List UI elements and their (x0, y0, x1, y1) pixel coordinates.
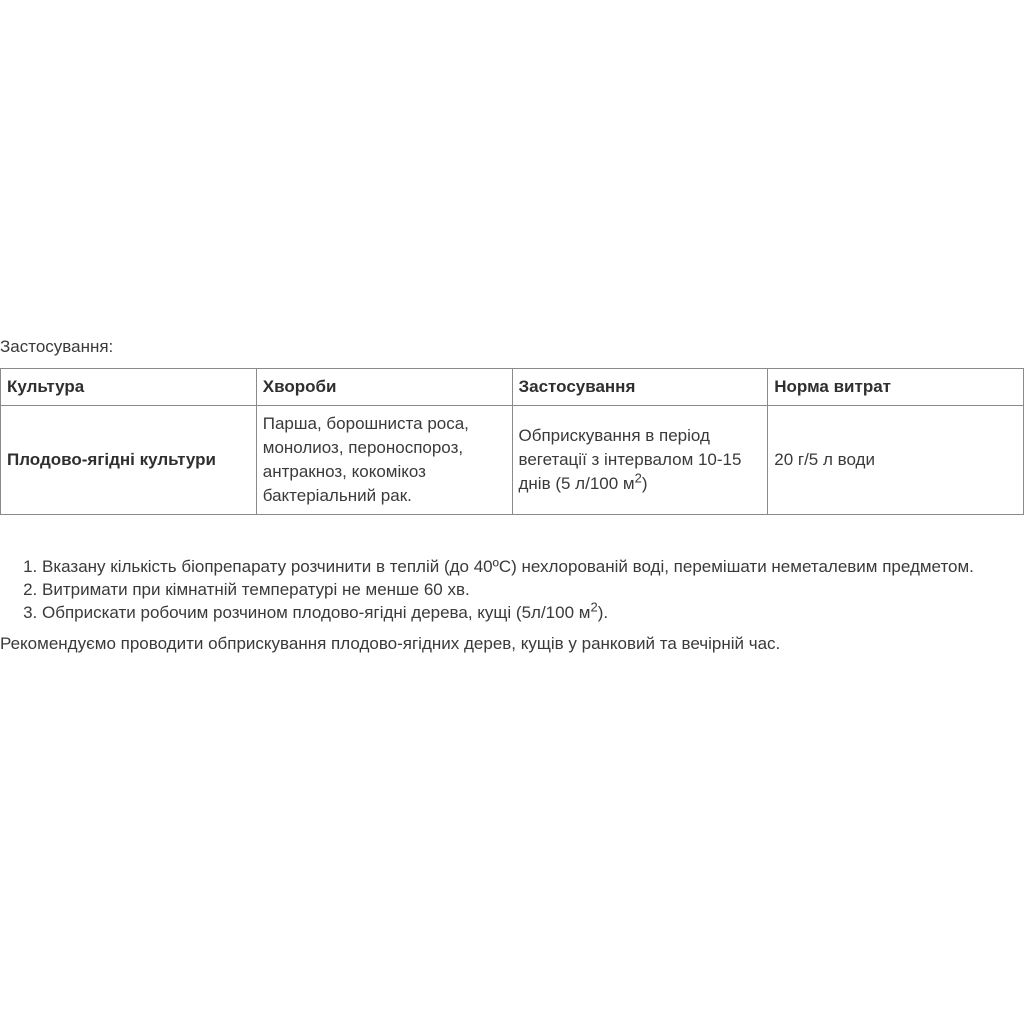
diseases-line: монолиоз, пероноспороз, (262, 438, 464, 457)
cell-rate: 20 г/5 л води (768, 406, 1024, 515)
usage-table (0, 368, 1024, 515)
step-text: Обприскати робочим розчином плодово-ягідні дерева, кущі (5л/100 м (42, 603, 591, 622)
step-item (42, 601, 1024, 624)
header-crop: Культура (1, 369, 257, 406)
step-superscript: 2 (590, 599, 598, 615)
header-diseases: Хвороби (256, 369, 512, 406)
diseases-line: антракноз, кокомікоз (262, 462, 426, 481)
application-line: Обприскування в період (518, 426, 710, 445)
diseases-line: Парша, борошниста роса, (262, 414, 469, 433)
application-superscript: 2 (634, 470, 642, 486)
application-tail: ) (641, 474, 648, 493)
step-tail: ). (597, 603, 609, 622)
application-line: днів (5 л/100 м (518, 474, 635, 493)
step-text: Витримати при кімнатній температурі не менше 60 хв. (42, 580, 470, 599)
cell-application (512, 406, 768, 515)
instruction-steps (0, 555, 1024, 624)
table-row (1, 406, 1024, 515)
cell-diseases (256, 406, 512, 515)
step-item (42, 555, 1024, 578)
recommendation-text: Рекомендуємо проводити обприскування плодово-ягідних дерев, кущів у ранковий та вечірній час. (0, 634, 781, 653)
diseases-line: бактеріальний рак. (262, 486, 412, 505)
header-rate: Норма витрат (768, 369, 1024, 406)
application-line: вегетації з інтервалом 10-15 (518, 450, 742, 469)
header-application: Застосування (512, 369, 768, 406)
step-text: Вказану кількість біопрепарату розчинити в теплій (до 40ºС) нехлорованій воді, перемішати неметалевим предметом. (42, 557, 974, 576)
step-item (42, 578, 1024, 601)
article-content (0, 336, 1024, 656)
intro-label: Застосування: (0, 337, 114, 356)
table-header-row (1, 369, 1024, 406)
cell-crop: Плодово-ягідні культури (1, 406, 257, 515)
